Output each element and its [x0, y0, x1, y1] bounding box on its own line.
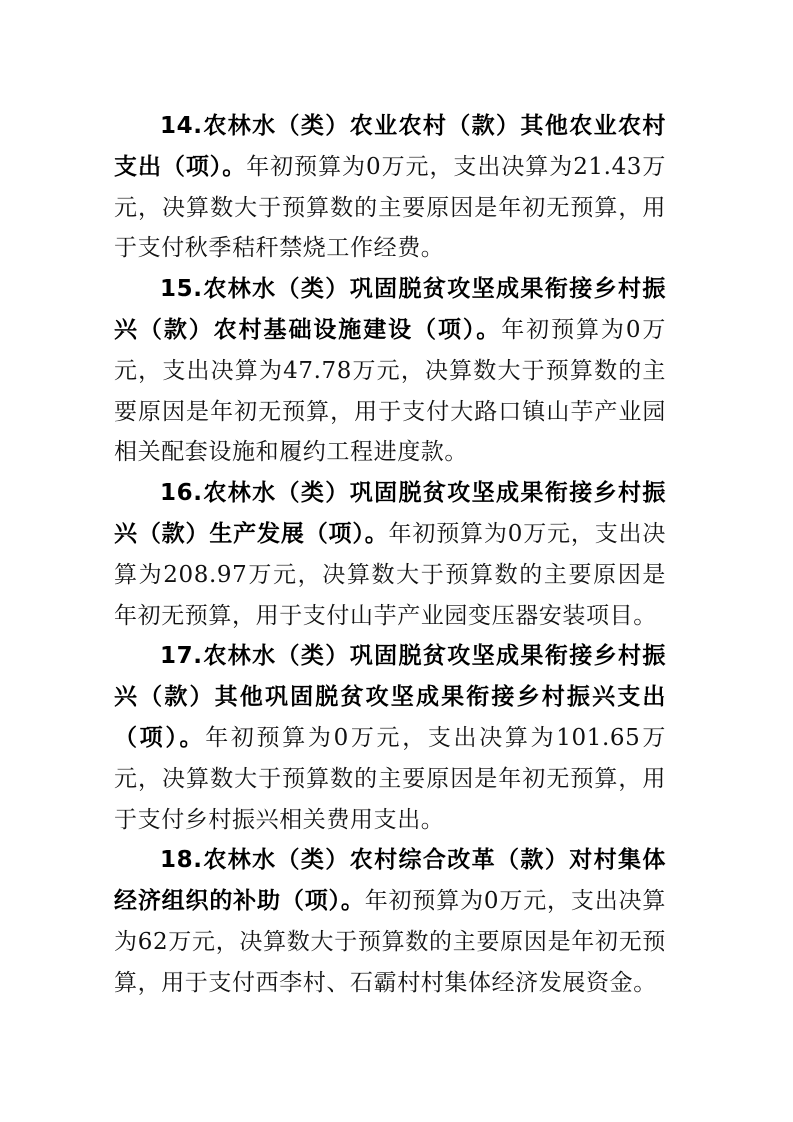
paragraph-heading: 15.农林水（类）巩固脱贫攻坚成果衔接乡村振兴（款）农村基础设施建设（项）。 [114, 276, 666, 343]
paragraph-heading: 17.农林水（类）巩固脱贫攻坚成果衔接乡村振兴（款）其他巩固脱贫攻坚成果衔接乡村振兴支出（项）。 [114, 643, 666, 751]
paragraph-item-18 [114, 840, 666, 1003]
paragraph-body: 年初预算为0万元，支出决算为62万元，决算数大于预算数的主要原因是年初无预算，用于支付西李村、石霸村村集体经济发展资金。 [114, 888, 666, 996]
paragraph-item-16 [114, 473, 666, 636]
paragraph-body: 年初预算为0万元，支出决算为101.65万元，决算数大于预算数的主要原因是年初无预算，用于支付乡村振兴相关费用支出。 [114, 724, 666, 833]
paragraph-item-15 [114, 269, 666, 473]
paragraph-heading: 16.农林水（类）巩固脱贫攻坚成果衔接乡村振兴（款）生产发展（项）。 [114, 480, 666, 547]
paragraph-item-17 [114, 636, 666, 840]
paragraph-body: 年初预算为0万元，支出决算为21.43万元，决算数大于预算数的主要原因是年初无预算，用于支付秋季秸秆禁烧工作经费。 [114, 153, 666, 262]
paragraph-body: 年初预算为0万元，支出决算为208.97万元，决算数大于预算数的主要原因是年初无预算，用于支付山芋产业园变压器安装项目。 [114, 520, 666, 629]
paragraph-body: 年初预算为0万元，支出决算为47.78万元，决算数大于预算数的主要原因是年初无预算，用于支付大路口镇山芋产业园相关配套设施和履约工程进度款。 [114, 316, 666, 466]
paragraph-heading: 14.农林水（类）农业农村（款）其他农业农村支出（项）。 [114, 113, 666, 180]
paragraph-item-14 [114, 106, 666, 269]
paragraph-heading: 18.农林水（类）农村综合改革（款）对村集体经济组织的补助（项）。 [114, 847, 666, 915]
document-body [114, 106, 666, 1004]
